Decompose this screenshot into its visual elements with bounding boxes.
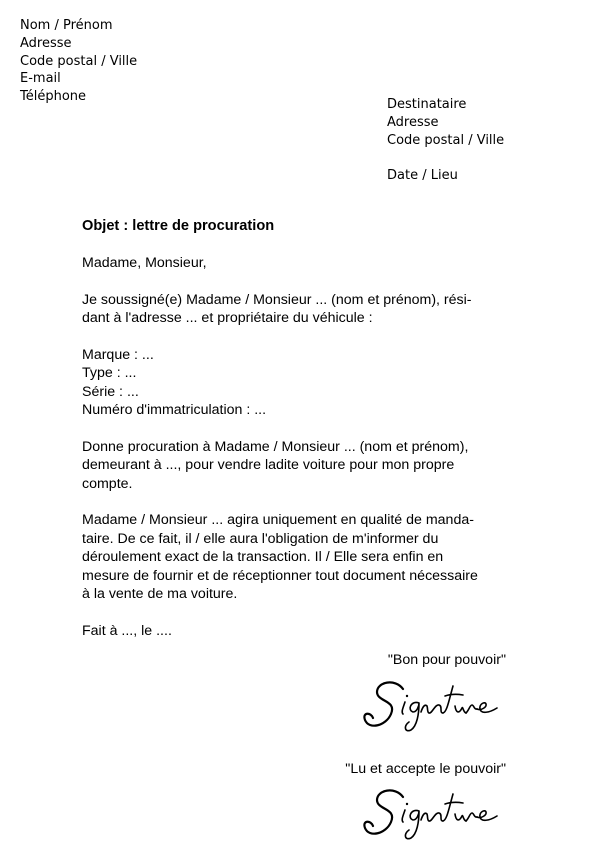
vehicle-brand: Marque : ... bbox=[82, 346, 154, 363]
recipient-block bbox=[387, 96, 504, 185]
paragraph-1-line-1: Je soussigné(e) Madame / Monsieur ... (nom et prénom), rési- bbox=[82, 291, 472, 308]
letter-subject: Objet : lettre de procuration bbox=[82, 218, 275, 234]
paragraph-1-line-2: dant à l'adresse ... et propriétaire du véhicule : bbox=[82, 310, 373, 326]
sender-postal-city: Code postal / Ville bbox=[20, 53, 138, 69]
paragraph-2-line-3: compte. bbox=[82, 475, 133, 492]
letter-body bbox=[82, 217, 502, 640]
paragraph-3-line-3: déroulement exact de la transaction. Il / Elle sera enfin en bbox=[82, 549, 444, 566]
vehicle-type: Type : ... bbox=[82, 365, 137, 382]
vehicle-registration: Numéro d'immatriculation : ... bbox=[82, 402, 267, 419]
salutation: Madame, Monsieur, bbox=[82, 254, 207, 271]
paragraph-3-line-2: taire. De ce fait, il / elle aura l'obligation de m'informer du bbox=[82, 530, 439, 547]
vehicle-series: Série : ... bbox=[82, 383, 139, 400]
sender-phone: Téléphone bbox=[20, 89, 87, 105]
paragraph-2-line-2: demeurant à ..., pour vendre ladite voiture pour mon propre bbox=[82, 457, 455, 474]
paragraph-3-line-5: à la vente de ma voiture. bbox=[82, 586, 238, 603]
paragraph-3-line-4: mesure de fournir et de réceptionner tout document nécessaire bbox=[82, 567, 478, 584]
place-date: Fait à ..., le .... bbox=[82, 622, 172, 639]
paragraph-3-line-1: Madame / Monsieur ... agira uniquement en qualité de manda- bbox=[82, 512, 474, 529]
date-place: Date / Lieu bbox=[387, 168, 458, 184]
recipient-postal-city: Code postal / Ville bbox=[387, 132, 505, 148]
sender-name: Nom / Prénom bbox=[20, 18, 113, 33]
recipient-label: Destinataire bbox=[387, 97, 467, 112]
sender-block bbox=[20, 17, 137, 106]
signature-1 bbox=[357, 676, 507, 734]
sender-email: E-mail bbox=[20, 71, 61, 87]
mention-bon-pour-pouvoir: "Bon pour pouvoir" bbox=[387, 652, 506, 668]
mention-lu-et-accepte: "Lu et accepte le pouvoir" bbox=[345, 761, 506, 777]
paragraph-2-line-1: Donne procuration à Madame / Monsieur ... (nom et prénom), bbox=[82, 438, 469, 455]
signature-1-image bbox=[357, 676, 507, 734]
recipient-address: Adresse bbox=[387, 114, 439, 130]
signature-2-image bbox=[357, 784, 507, 842]
sender-address: Adresse bbox=[20, 35, 72, 51]
signature-2 bbox=[357, 784, 507, 842]
